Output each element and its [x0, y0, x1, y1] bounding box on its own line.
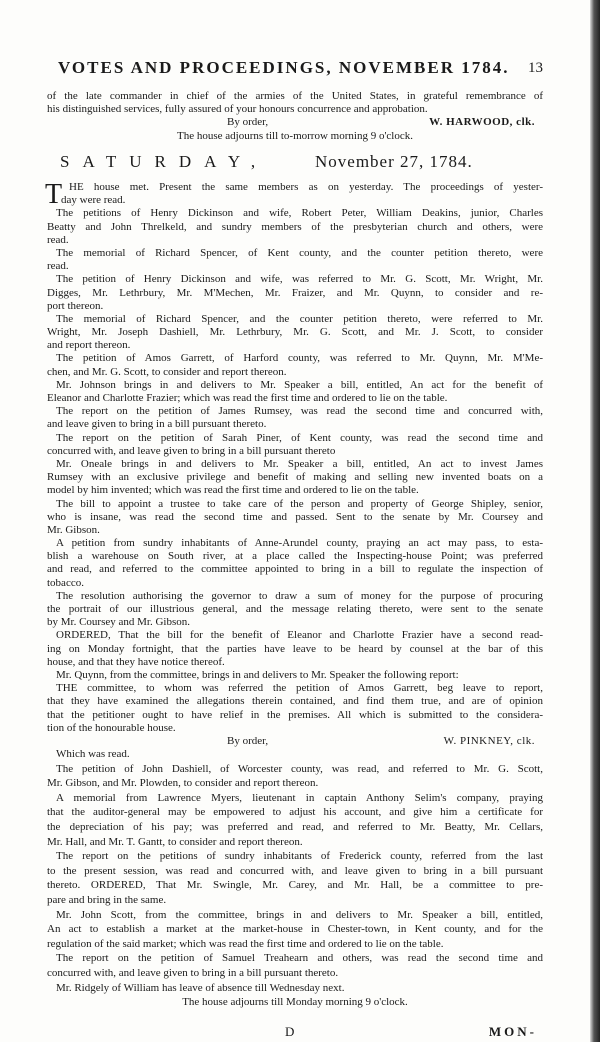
paragraph — [45, 179, 543, 210]
text-line: The bill to appoint a trustee to take care of the person and property of George Shipley, senior, — [56, 497, 543, 510]
paragraph — [47, 207, 543, 247]
by-order: By order, — [227, 734, 269, 747]
adjournment: The house adjourns till to-morrow morning 9 o'clock. — [177, 129, 413, 142]
text-line: the depreciation of his pay; was preferred and read, and referred to Mr. Beatty, Mr. Cellars, — [47, 820, 543, 833]
text-line: The report on the petitions of sundry inhabitants of Frederick county, referred from the last — [56, 850, 543, 863]
text-line: of the late commander in chief of the armies of the United States, in grateful remembrance of — [47, 90, 543, 102]
paragraph — [47, 908, 543, 952]
text-line: Mr. Johnson brings in and delivers to Mr. Speaker a bill, entitled, An act for the benefit of — [56, 378, 543, 391]
text-line: Which was read. — [56, 748, 130, 760]
text-line: that the auditor-general may be empowered to adjust his account, and give him a certificate for — [47, 806, 543, 819]
paragraph — [47, 498, 543, 538]
paragraph — [47, 951, 543, 980]
drop-cap: T — [45, 179, 63, 210]
text-line: The memorial of Richard Spencer, of Kent county, and the counter petition thereto, were — [56, 246, 543, 259]
day-date: November 27, 1784. — [315, 152, 473, 171]
text-line: The report on the petition of James Rumsey, was read the second time and concurred with, — [56, 405, 543, 418]
paragraph — [47, 682, 543, 735]
text-line: THE committee, to whom was referred the petition of Amos Garrett, beg leave to report, — [56, 682, 543, 695]
signature-line — [47, 116, 543, 129]
running-header — [58, 58, 543, 82]
text-line: Rumsey with an exclusive privilege and benefit of making and selling new invented boats on a — [47, 471, 543, 484]
text-line: Beatty and John Threlkeld, and sundry members of the presbyterian church and others, were — [47, 220, 543, 233]
text-line: HE house met. Present the same members as on yesterday. The proceedings of yester- — [69, 181, 543, 193]
paragraph — [47, 458, 543, 498]
text-line: An act to establish a market at the market-house in Chester-town, in Kent county, and for the — [47, 923, 543, 936]
text-line: thereto. ORDERED, That Mr. Swingle, Mr. Carey, and Mr. Hall, be a committee to pre- — [47, 879, 543, 892]
text-line: concurred with, and leave given to bring in a bill pursuant thereto — [47, 444, 336, 457]
signature-mark: D — [285, 1024, 295, 1039]
paragraph — [47, 981, 543, 996]
text-line: A memorial from Lawrence Myers, lieutenant in captain Anthony Selim's company, praying — [56, 791, 543, 804]
text-line: and report thereon. — [47, 339, 131, 352]
text-line: Mr. Gibson. — [47, 523, 100, 536]
text-line: who is insane, was read the second time and passed. Sent to the senate by Mr. Coursey and — [47, 510, 543, 523]
text-line: The petition of Henry Dickinson and wife, was referred to Mr. G. Scott, Mr. Wright, Mr. — [56, 273, 543, 286]
text-line: read. — [47, 233, 69, 246]
catchword: MON- — [488, 1024, 537, 1039]
text-line: by Mr. Coursey and Mr. Gibson. — [47, 616, 190, 629]
running-title: VOTES AND PROCEEDINGS, NOVEMBER 1784. — [58, 58, 510, 77]
paragraph — [47, 313, 543, 353]
by-order: By order, — [227, 116, 269, 129]
text-line: to the present session, was read and concurred with, and leave given to bring in a bill pursuant — [47, 864, 543, 877]
text-line: Eleanor and Charlotte Frazier; which was read the first time and ordered to lie on the table. — [47, 392, 448, 404]
previous-day-conclusion — [47, 90, 543, 143]
text-line: and read, and referred to the committee appointed to bring in a bill to regulate the inspection of — [47, 563, 543, 576]
text-line: read. — [47, 260, 69, 273]
text-line: blish a warehouse on South river, at a place called the Inspecting-house Point; was preferred — [47, 550, 543, 563]
text-line: Digges, Mr. Lethrbury, Mr. M'Mechen, Mr. Fraizer, and Mr. Quynn, to consider and re- — [47, 286, 543, 299]
text-line: ORDERED, That the bill for the benefit of Eleanor and Charlotte Frazier have a second read- — [56, 629, 543, 642]
paragraph — [47, 432, 543, 458]
text-line: that the petitioner ought to have relief in the premises. All which is submitted to the considera- — [47, 708, 543, 721]
text-line: Mr. Gibson, and Mr. Plowden, to consider and report thereon. — [47, 777, 319, 790]
day-name: SATURDAY, — [60, 152, 269, 171]
day-heading — [60, 152, 540, 172]
text-line: tobacco. — [47, 576, 84, 589]
paragraph — [47, 537, 543, 590]
text-line: model by him invented; which was read the first time and ordered to lie on the table. — [47, 484, 419, 497]
clerk-name: W. PINKNEY, clk. — [443, 734, 535, 747]
text-line: that they have examined the allegations therein contained, and find them true, and are of opinion — [47, 695, 543, 708]
paragraph — [47, 273, 543, 313]
paragraph — [47, 629, 543, 669]
closing-adjournment: The house adjourns till Monday morning 9 o'clock. — [182, 996, 408, 1008]
text-line: his distinguished services, fully assured of your honours concurrence and approbation. — [47, 103, 428, 116]
text-line: The report on the petition of Samuel Treahearn and others, was read the second time and — [56, 952, 543, 965]
text-line: The report on the petition of Sarah Piner, of Kent county, was read the second time and — [56, 431, 543, 444]
text-line: The memorial of Richard Spencer, and the counter petition thereto, were referred to Mr. — [56, 312, 543, 325]
text-line: The petition of John Dashiell, of Worcester county, was read, and referred to Mr. G. Scott, — [56, 762, 543, 775]
paragraph — [47, 669, 543, 682]
text-line: The petitions of Henry Dickinson and wife, Robert Peter, William Deakins, junior, Charles — [56, 207, 543, 220]
text-line: tion of the honourable house. — [47, 721, 176, 734]
paragraph — [47, 247, 543, 273]
text-line: Mr. Ridgely of William has leave of absence till Wednesday next. — [56, 981, 345, 994]
paragraph — [47, 791, 543, 849]
paragraph — [47, 747, 543, 762]
text-line: pare and bring in the same. — [47, 893, 167, 906]
text-line: The resolution authorising the governor to draw a sum of money for the purpose of procuring — [56, 589, 543, 602]
text-line: The petition of Amos Garrett, of Harford county, was referred to Mr. Quynn, Mr. M'Me- — [56, 352, 543, 365]
text-line: Mr. Hall, and Mr. T. Gantt, to consider and report thereon. — [47, 835, 303, 848]
text-line: Mr. John Scott, from the committee, brings in and delivers to Mr. Speaker a bill, entitled, — [56, 908, 543, 921]
text-line: and leave given to bring in a bill pursuant thereto. — [47, 418, 267, 431]
text-line: Mr. Quynn, from the committee, brings in and delivers to Mr. Speaker the following report: — [56, 668, 459, 681]
text-line: ing on Monday fortnight, that the parties have leave to be heard by counsel at the bar of this — [47, 642, 543, 655]
text-line: port thereon. — [47, 299, 104, 312]
paragraph — [47, 762, 543, 791]
page-footer — [47, 1024, 543, 1040]
proceedings-section-a — [47, 181, 543, 748]
paragraph — [47, 590, 543, 630]
text-line: Wright, Mr. Joseph Dashiell, Mr. Lethrbury, Mr. G. Scott, and Mr. J. Scott, to consider — [47, 326, 543, 339]
paragraph — [47, 405, 543, 431]
scan-edge — [590, 0, 600, 1042]
paragraph — [47, 379, 543, 405]
text-line: the portrait of our illustrious general, and the message relating thereto, were sent to the senate — [47, 603, 543, 615]
paragraph — [47, 352, 543, 378]
text-line: concurred with, and leave given to bring in a bill pursuant thereto. — [47, 966, 339, 979]
text-line: house, and that they have notice thereof. — [47, 655, 225, 668]
text-line: Mr. Oneale brings in and delivers to Mr. Speaker a bill, entitled, An act to invest James — [56, 457, 543, 470]
text-line: chen, and Mr. G. Scott, to consider and report thereon. — [47, 365, 287, 378]
text-line: day were read. — [61, 194, 126, 207]
page-number: 13 — [528, 60, 543, 76]
proceedings-section-b — [47, 747, 543, 995]
clerk-name: W. HARWOOD, clk. — [429, 116, 535, 129]
text-line: regulation of the said market; which was read the first time and ordered to lie on the table. — [47, 937, 444, 950]
paragraph — [47, 849, 543, 907]
text-line: A petition from sundry inhabitants of Anne-Arundel county, praying an act may pass, to esta- — [56, 537, 543, 550]
